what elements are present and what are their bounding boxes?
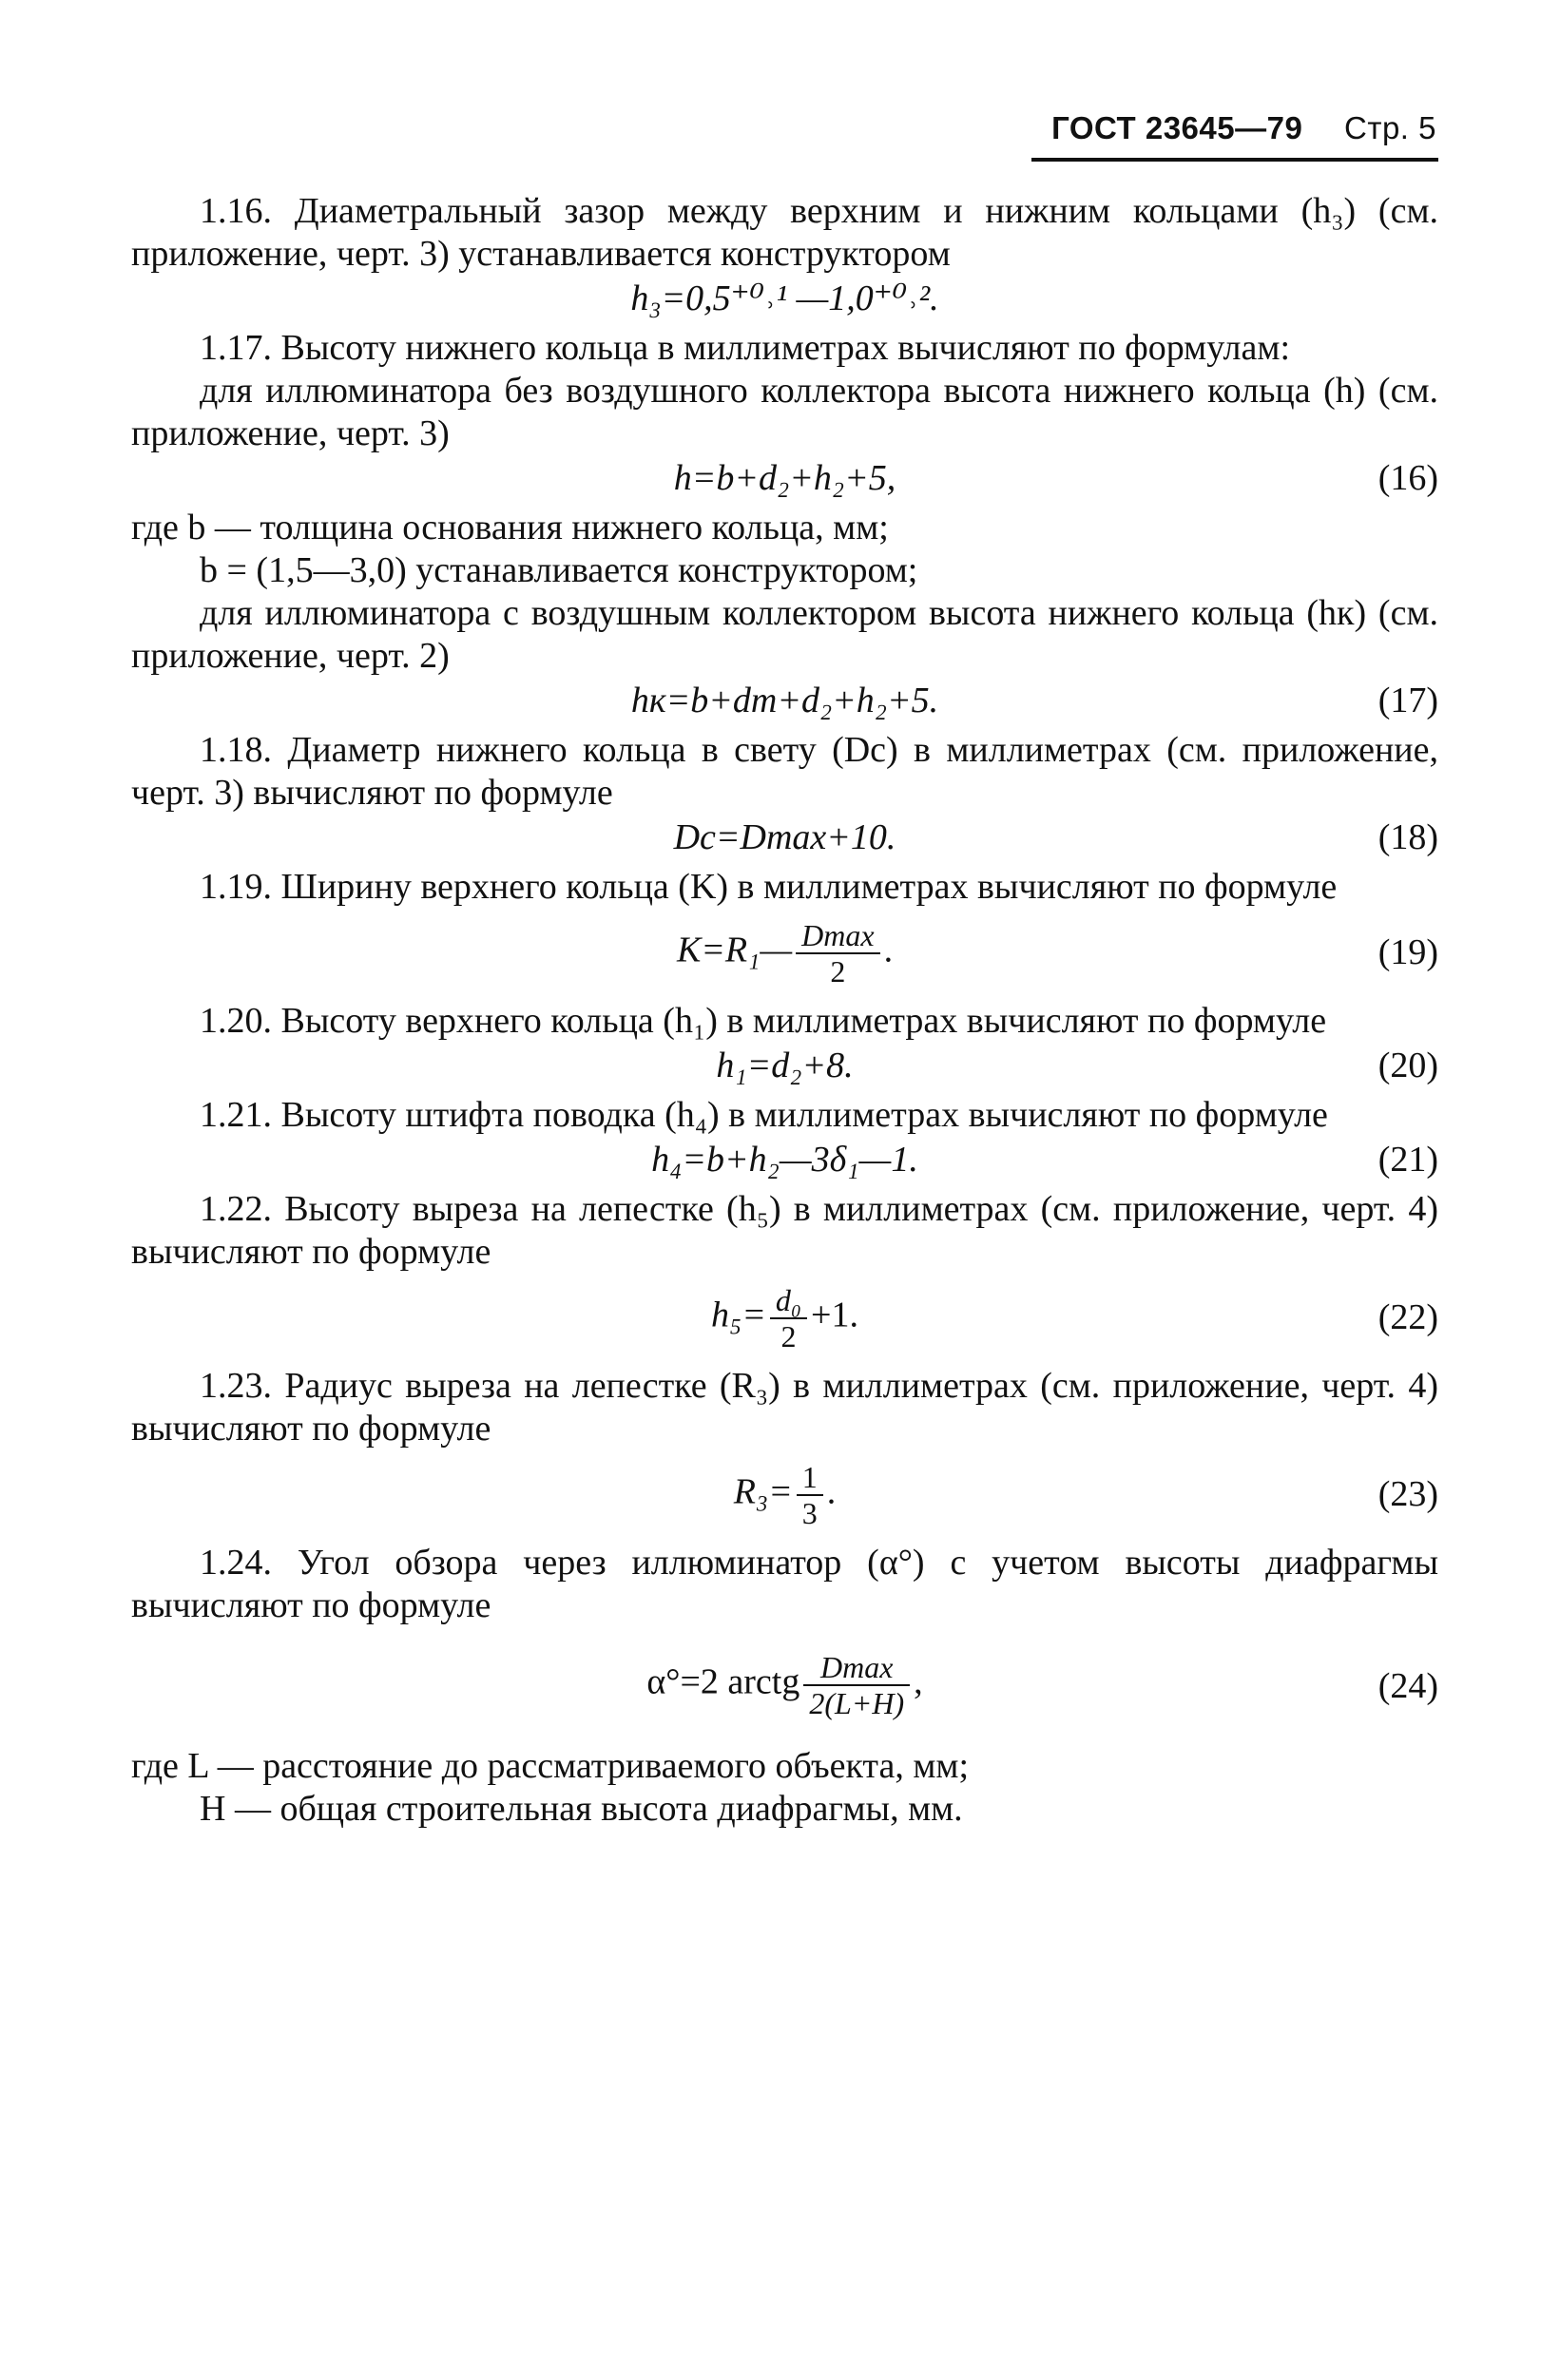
page-number: Стр. 5	[1344, 110, 1436, 145]
formula-23-right: .	[826, 1471, 837, 1512]
header-rule	[1031, 158, 1438, 162]
paragraph-1-19: 1.19. Ширину верхнего кольца (K) в миллиметрах вычисляют по формуле	[200, 867, 1338, 907]
paragraph-1-22: 1.22. Высоту выреза на лепестке (h₅) в миллиметрах (см. приложение, черт. 4) вычисляют по формуле	[131, 1189, 1438, 1272]
formula-24	[131, 1629, 1438, 1743]
formula-21-text: h₄=b+h₂—3δ₁—1.	[651, 1140, 918, 1180]
formula-24-fraction	[803, 1650, 910, 1720]
formula-24-right: ,	[914, 1661, 923, 1702]
formula-24-text	[131, 1650, 1438, 1720]
formula-17-text: hк=b+dт+d₂+h₂+5.	[630, 681, 939, 720]
formula-23-fraction	[797, 1460, 823, 1530]
formula-22-text	[131, 1283, 1438, 1353]
paragraph-1-17: 1.17. Высоту нижнего кольца в миллиметрах вычисляют по формулам:	[200, 328, 1290, 368]
formula-16-number: (16)	[1377, 458, 1438, 498]
formula-23-denominator: 3	[801, 1496, 818, 1530]
formula-17-number: (17)	[1377, 681, 1438, 720]
formula-20-text: h₁=d₂+8.	[716, 1046, 854, 1085]
formula-18	[131, 816, 1438, 864]
formula-23-text	[131, 1460, 1438, 1530]
formula-16-text: h=b+d₂+h₂+5,	[673, 458, 896, 498]
formula-21-number: (21)	[1377, 1140, 1438, 1180]
formula-22-fraction	[770, 1283, 807, 1353]
formula-23-left: R₃=	[733, 1471, 793, 1512]
page-header	[1051, 110, 1436, 146]
where-24: где L — расстояние до рассматриваемого объекта, мм;	[131, 1746, 970, 1786]
formula-h3	[131, 278, 1438, 325]
formula-19-right: .	[883, 930, 894, 970]
formula-20	[131, 1045, 1438, 1092]
formula-24-numerator: Dmax	[803, 1650, 910, 1686]
formula-19-left: K=R₁—	[676, 930, 793, 970]
formula-22-denominator: 2	[780, 1319, 797, 1353]
formula-21	[131, 1139, 1438, 1186]
formula-19-fraction	[796, 918, 879, 988]
paragraph-1-23: 1.23. Радиус выреза на лепестке (R₃) в миллиметрах (см. приложение, черт. 4) вычисляют по формуле	[131, 1366, 1438, 1449]
formula-19-text	[131, 918, 1438, 988]
formula-23-number: (23)	[1377, 1474, 1438, 1514]
formula-22	[131, 1276, 1438, 1363]
where-16-b: b = (1,5—3,0) устанавливается конструктором;	[200, 550, 918, 590]
paragraph-1-24: 1.24. Угол обзора через иллюминатор (α°) с учетом высоты диафрагмы вычисляют по формуле	[131, 1543, 1438, 1625]
formula-19-denominator: 2	[830, 954, 846, 988]
where-16: где b — толщина основания нижнего кольца, мм;	[131, 508, 889, 547]
paragraph-1-18: 1.18. Диаметр нижнего кольца в свету (Dс) в миллиметрах (см. приложение, черт. 3) вычисляют по формуле	[131, 730, 1438, 813]
paragraph-1-17-a: для иллюминатора без воздушного коллектора высота нижнего кольца (h) (см. приложение, черт. 3)	[131, 371, 1438, 453]
formula-18-text: Dс=Dmax+10.	[673, 817, 896, 857]
formula-22-numerator: d₀	[770, 1283, 807, 1319]
formula-23-numerator: 1	[797, 1460, 823, 1496]
formula-18-number: (18)	[1377, 817, 1438, 857]
formula-20-number: (20)	[1377, 1046, 1438, 1085]
where-24-b: H — общая строительная высота диафрагмы, мм.	[200, 1789, 963, 1829]
document-body	[131, 190, 1438, 1831]
formula-24-left: α°=2 arctg	[646, 1661, 800, 1702]
formula-24-number: (24)	[1377, 1666, 1438, 1706]
paragraph-1-21: 1.21. Высоту штифта поводка (h₄) в миллиметрах вычисляют по формуле	[200, 1095, 1328, 1135]
formula-22-left: h₅=	[711, 1295, 766, 1335]
formula-19	[131, 911, 1438, 998]
formula-22-number: (22)	[1377, 1297, 1438, 1337]
paragraph-1-17-b: для иллюминатора с воздушным коллектором высота нижнего кольца (hк) (см. приложение, черт. 2)	[131, 593, 1438, 676]
formula-19-numerator: Dmax	[796, 918, 879, 954]
paragraph-1-20: 1.20. Высоту верхнего кольца (h₁) в миллиметрах вычисляют по формуле	[200, 1001, 1327, 1041]
formula-23	[131, 1452, 1438, 1540]
formula-22-right: +1.	[811, 1295, 858, 1335]
formula-16	[131, 457, 1438, 505]
formula-24-denominator: 2(L+H)	[809, 1686, 905, 1720]
paragraph-1-16: 1.16. Диаметральный зазор между верхним и нижним кольцами (h₃) (см. приложение, черт. 3) устанавливается конструктором	[131, 191, 1438, 274]
formula-17	[131, 680, 1438, 727]
standard-number: ГОСТ 23645—79	[1051, 110, 1303, 145]
formula-h3-text: h₃=0,5⁺⁰˒¹ —1,0⁺⁰˒².	[630, 278, 939, 318]
formula-19-number: (19)	[1377, 932, 1438, 972]
